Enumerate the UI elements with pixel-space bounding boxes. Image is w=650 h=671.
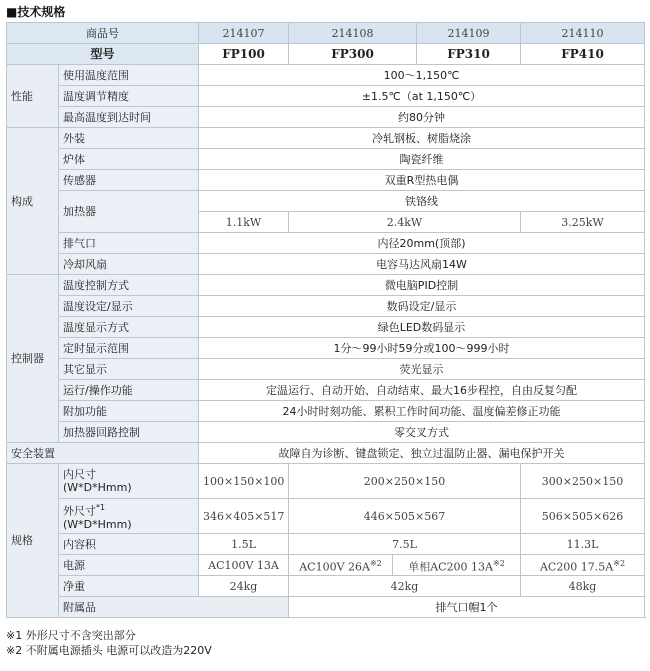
row-value: 荧光显示 — [199, 359, 645, 380]
row-temp-display — [7, 317, 645, 338]
row-value: 约80分钟 — [199, 107, 645, 128]
row-furnace-body — [7, 149, 645, 170]
category-construction: 构成 — [7, 128, 59, 275]
heater-power-cell: 3.25kW — [521, 212, 645, 233]
row-label: 冷却风扇 — [59, 254, 199, 275]
inner-size-cell: 300×250×150 — [521, 464, 645, 499]
outer-size-label: 外尺寸 — [63, 504, 96, 518]
spec-table-wrapper — [6, 22, 644, 618]
row-sensor — [7, 170, 645, 191]
product-no-cell: 214108 — [289, 23, 417, 44]
power-cell — [521, 555, 645, 576]
row-power — [7, 555, 645, 576]
row-value: 1分～99小时59分或100～999小时 — [199, 338, 645, 359]
power-cell — [289, 555, 393, 576]
row-label: 排气口 — [59, 233, 199, 254]
footnotes — [6, 628, 212, 658]
row-value: 绿色LED数码显示 — [199, 317, 645, 338]
row-label: 温度设定/显示 — [59, 296, 199, 317]
row-operation — [7, 380, 645, 401]
model-cell: FP410 — [521, 44, 645, 65]
row-label: 炉体 — [59, 149, 199, 170]
row-safety — [7, 443, 645, 464]
row-value: ±1.5℃（at 1,150℃） — [199, 86, 645, 107]
row-cooling-fan — [7, 254, 645, 275]
power-cell: AC100V 13A — [199, 555, 289, 576]
row-value: 冷轧钢板、树脂烧涂 — [199, 128, 645, 149]
row-label: 最高温度到达时间 — [59, 107, 199, 128]
row-temp-range — [7, 65, 645, 86]
row-heater — [7, 191, 645, 212]
weight-cell: 24kg — [199, 576, 289, 597]
row-label: 外装 — [59, 128, 199, 149]
row-label — [59, 499, 199, 534]
category-accessory: 附属品 — [59, 597, 289, 618]
heater-power-cell: 2.4kW — [289, 212, 521, 233]
footnote-mark: ※2 — [493, 558, 505, 568]
weight-cell: 42kg — [289, 576, 521, 597]
inner-size-cell: 200×250×150 — [289, 464, 521, 499]
row-value: 陶瓷纤维 — [199, 149, 645, 170]
row-timer — [7, 338, 645, 359]
row-value: 电容马达风扇14W — [199, 254, 645, 275]
row-temp-setting — [7, 296, 645, 317]
inner-size-unit: (W*D*Hmm) — [63, 481, 132, 494]
power-value: AC100V 26A — [299, 560, 370, 574]
row-value: 100～1,150℃ — [199, 65, 645, 86]
category-safety: 安全装置 — [7, 443, 199, 464]
model-cell: FP310 — [417, 44, 521, 65]
heater-power-cell: 1.1kW — [199, 212, 289, 233]
row-label: 加热器 — [59, 191, 199, 233]
row-label: 电源 — [59, 555, 199, 576]
row-accessory — [7, 597, 645, 618]
outer-size-unit: (W*D*Hmm) — [63, 517, 132, 531]
power-value: 单相AC200 13A — [408, 560, 493, 574]
row-label: 加热器回路控制 — [59, 422, 199, 443]
category-controller: 控制器 — [7, 275, 59, 443]
row-value: 故障自为诊断、键盘锁定、独立过温防止器、漏电保护开关 — [199, 443, 645, 464]
row-label: 温度显示方式 — [59, 317, 199, 338]
row-outer-size — [7, 499, 645, 534]
product-no-cell: 214109 — [417, 23, 521, 44]
product-no-cell: 214110 — [521, 23, 645, 44]
footnote: ※1 外形尺寸不含突出部分 — [6, 629, 136, 642]
row-label: 使用温度范围 — [59, 65, 199, 86]
footnote-mark: ※2 — [613, 558, 626, 568]
row-extra-functions — [7, 401, 645, 422]
product-no-label: 商品号 — [7, 23, 199, 44]
row-volume — [7, 534, 645, 555]
row-value: 定温运行、自动开始、自动结束、最大16步程控，自由反复匀配 — [199, 380, 645, 401]
row-label: 内容积 — [59, 534, 199, 555]
row-value: 铁铬线 — [199, 191, 645, 212]
row-value: 零交叉方式 — [199, 422, 645, 443]
header-row-model — [7, 44, 645, 65]
category-spec: 规格 — [7, 464, 59, 618]
row-inner-size — [7, 464, 645, 499]
row-heater-circuit — [7, 422, 645, 443]
footnote-mark: ※2 — [369, 558, 382, 568]
spec-table — [6, 22, 645, 618]
row-max-temp-time — [7, 107, 645, 128]
weight-cell: 48kg — [521, 576, 645, 597]
outer-size-cell: 346×405×517 — [199, 499, 289, 534]
volume-cell: 11.3L — [521, 534, 645, 555]
row-exterior — [7, 128, 645, 149]
inner-size-label: 内尺寸 — [63, 468, 96, 481]
row-other-display — [7, 359, 645, 380]
row-weight — [7, 576, 645, 597]
volume-cell: 1.5L — [199, 534, 289, 555]
power-cell — [393, 555, 521, 576]
power-value: AC200 17.5A — [539, 560, 614, 574]
row-label: 传感器 — [59, 170, 199, 191]
row-label: 附加功能 — [59, 401, 199, 422]
row-label: 温度调节精度 — [59, 86, 199, 107]
outer-size-cell: 506×505×626 — [521, 499, 645, 534]
row-label: 净重 — [59, 576, 199, 597]
inner-size-cell: 100×150×100 — [199, 464, 289, 499]
row-control-method — [7, 275, 645, 296]
row-accuracy — [7, 86, 645, 107]
volume-cell: 7.5L — [289, 534, 521, 555]
model-cell: FP300 — [289, 44, 417, 65]
row-exhaust — [7, 233, 645, 254]
row-label: 定时显示范围 — [59, 338, 199, 359]
row-value: 内径20mm(顶部) — [199, 233, 645, 254]
model-label: 型号 — [7, 44, 199, 65]
row-label — [59, 464, 199, 499]
row-label: 温度控制方式 — [59, 275, 199, 296]
row-value: 数码设定/显示 — [199, 296, 645, 317]
footnote-mark: *1 — [96, 503, 106, 513]
section-title: ■技术规格 — [6, 5, 66, 19]
outer-size-cell: 446×505×567 — [289, 499, 521, 534]
product-no-cell: 214107 — [199, 23, 289, 44]
row-value: 微电脑PID控制 — [199, 275, 645, 296]
header-row-product-no — [7, 23, 645, 44]
row-label: 运行/操作功能 — [59, 380, 199, 401]
footnote: ※2 不附属电源插头 电源可以改造为220V — [6, 644, 212, 657]
row-value: 双重R型热电偶 — [199, 170, 645, 191]
model-cell: FP100 — [199, 44, 289, 65]
category-performance: 性能 — [7, 65, 59, 128]
row-value: 24小时时刻功能、累积工作时间功能、温度偏差修正功能 — [199, 401, 645, 422]
row-label: 其它显示 — [59, 359, 199, 380]
row-value: 排气口帽1个 — [289, 597, 645, 618]
